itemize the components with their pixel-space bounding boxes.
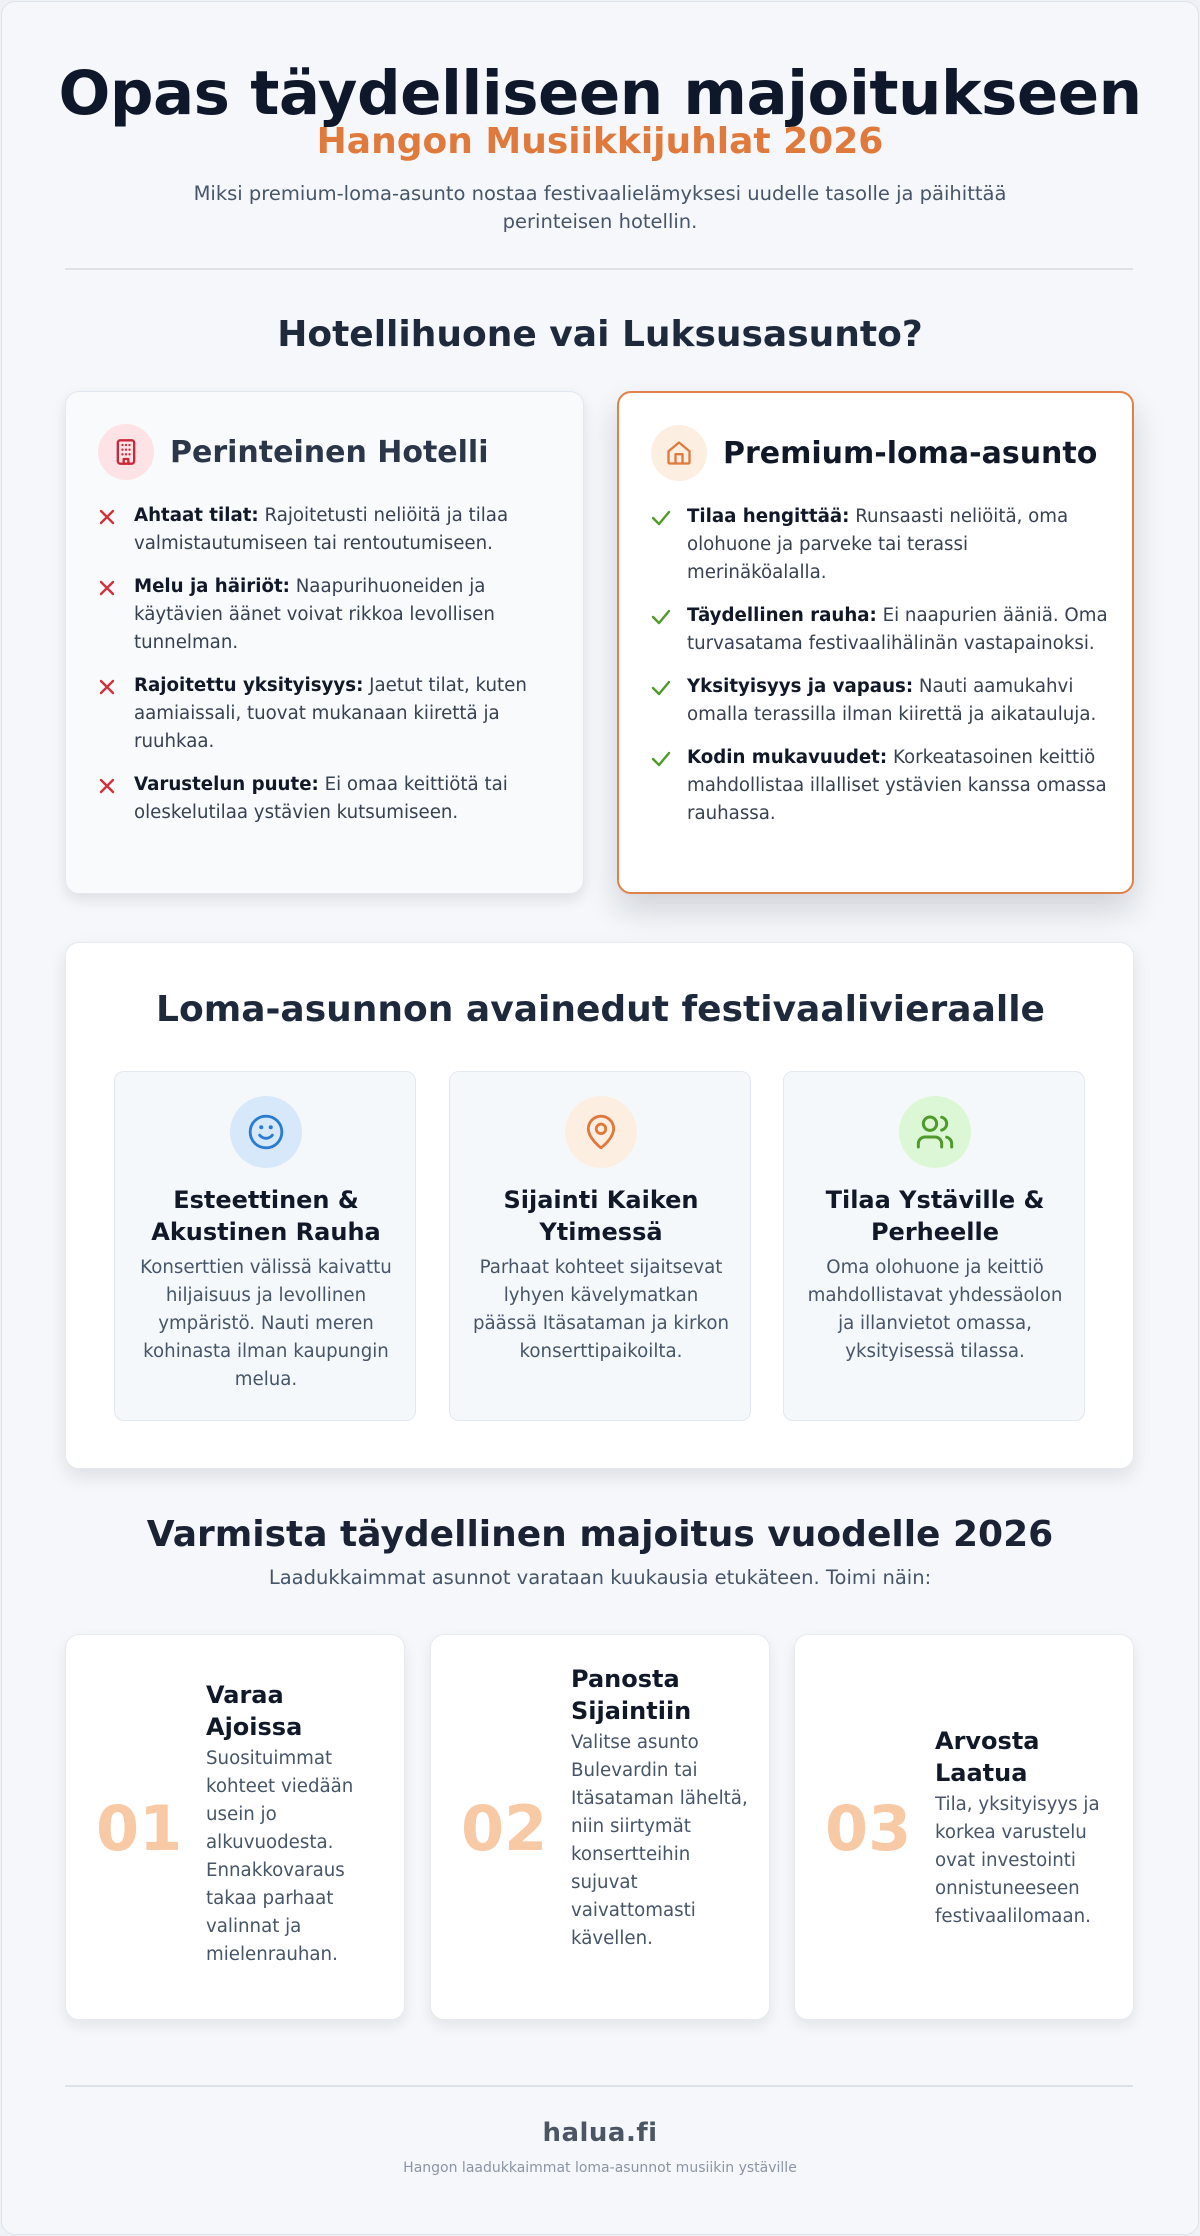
step-desc: Tila, yksityisyys ja korkea varustelu ovat investointi onnistuneeseen festivaalilomaan. bbox=[935, 1794, 1100, 1927]
hotel-card-title: Perinteinen Hotelli bbox=[170, 434, 489, 470]
item-text: Nauti aamukahvi omalla terassilla ilman kiirettä ja aikatauluja. bbox=[687, 676, 1097, 725]
hotel-list bbox=[98, 502, 558, 842]
footer-tagline: Hangon laadukkaimmat loma-asunnot musiikin ystäville bbox=[403, 2160, 797, 2176]
list-item bbox=[98, 573, 558, 657]
item-text: Runsaasti neliöitä, oma olohuone ja parveke tai terassi merinäköalalla. bbox=[687, 506, 1069, 583]
comparison-heading: Hotellihuone vai Luksusasunto? bbox=[277, 314, 923, 355]
check-icon bbox=[651, 602, 687, 630]
map-pin-icon bbox=[565, 1096, 637, 1168]
hotel-card bbox=[65, 391, 584, 894]
footer-divider bbox=[65, 2085, 1133, 2087]
list-item bbox=[651, 673, 1111, 729]
home-icon bbox=[651, 425, 707, 481]
steps-heading: Varmista täydellinen majoitus vuodelle 2026 bbox=[146, 1514, 1054, 1555]
item-text: Korkeatasoinen keittiö mahdollistaa illalliset ystävien kanssa omassa rauhassa. bbox=[687, 747, 1107, 824]
page-subtitle: Hangon Musiikkijuhlat 2026 bbox=[316, 121, 884, 162]
item-label: Varustelun puute: bbox=[134, 774, 319, 795]
intro-text: Miksi premium-loma-asunto nostaa festivaalielämyksesi uudelle tasolle ja päihittää perinteisen hotellin. bbox=[193, 182, 1007, 233]
step-card bbox=[794, 1634, 1134, 2020]
item-text: Jaetut tilat, kuten aamiaissali, tuovat mukanaan kiirettä ja ruuhkaa. bbox=[134, 675, 527, 752]
footer-brand[interactable]: halua.fi bbox=[542, 2118, 658, 2148]
benefit-card bbox=[783, 1071, 1085, 1421]
step-desc: Valitse asunto Bulevardin tai Itäsataman läheltä, niin siirtymät konsertteihin sujuvat vaivattomasti kävellen. bbox=[571, 1732, 748, 1949]
item-label: Kodin mukavuudet: bbox=[687, 747, 888, 768]
x-icon bbox=[98, 672, 134, 700]
item-label: Tilaa hengittää: bbox=[687, 506, 850, 527]
benefit-desc: Parhaat kohteet sijaitsevat lyhyen kävelymatkan päässä Itäsataman ja kirkon konserttipaikoilta. bbox=[472, 1257, 729, 1362]
item-label: Ahtaat tilat: bbox=[134, 505, 259, 526]
item-label: Melu ja häiriöt: bbox=[134, 576, 290, 597]
check-icon bbox=[651, 744, 687, 772]
building-icon bbox=[98, 424, 154, 480]
list-item bbox=[98, 502, 558, 558]
x-icon bbox=[98, 573, 134, 601]
list-item bbox=[651, 503, 1111, 587]
item-text: Ei naapurien ääniä. Oma turvasatama festivaalihälinän vastapainoksi. bbox=[687, 605, 1108, 654]
x-icon bbox=[98, 771, 134, 799]
benefit-card bbox=[449, 1071, 751, 1421]
list-item bbox=[98, 672, 558, 756]
step-number: 03 bbox=[825, 1791, 912, 1865]
step-card bbox=[430, 1634, 770, 2020]
benefits-heading: Loma-asunnon avainedut festivaalivieraalle bbox=[156, 989, 1045, 1030]
premium-list bbox=[651, 503, 1111, 843]
benefit-title: Sijainti Kaiken Ytimessä bbox=[503, 1186, 699, 1246]
step-desc: Suosituimmat kohteet viedään usein jo alkuvuodesta. Ennakkovaraus takaa parhaat valinnat ja mielenrauhan. bbox=[206, 1748, 354, 1965]
benefit-card bbox=[114, 1071, 416, 1421]
item-text: Rajoitetusti neliöitä ja tilaa valmistautumiseen tai rentoutumiseen. bbox=[134, 505, 509, 554]
step-number: 01 bbox=[96, 1791, 183, 1865]
benefits-section bbox=[65, 942, 1134, 1469]
x-icon bbox=[98, 502, 134, 530]
premium-card-title: Premium-loma-asunto bbox=[723, 435, 1098, 471]
smile-icon bbox=[230, 1096, 302, 1168]
list-item bbox=[651, 602, 1111, 658]
steps-subheading: Laadukkaimmat asunnot varataan kuukausia etukäteen. Toimi näin: bbox=[268, 1566, 932, 1589]
step-number: 02 bbox=[461, 1791, 548, 1865]
step-title: Panosta Sijaintiin bbox=[571, 1665, 692, 1725]
step-title: Arvosta Laatua bbox=[935, 1727, 1040, 1787]
premium-card bbox=[617, 391, 1134, 894]
item-label: Rajoitettu yksityisyys: bbox=[134, 675, 364, 696]
divider bbox=[65, 268, 1133, 270]
step-title: Varaa Ajoissa bbox=[206, 1681, 303, 1741]
item-text: Ei omaa keittiötä tai oleskelutilaa ystävien kutsumiseen. bbox=[134, 774, 508, 823]
list-item bbox=[98, 771, 558, 827]
benefit-title: Esteettinen & Akustinen Rauha bbox=[151, 1186, 381, 1246]
list-item bbox=[651, 744, 1111, 828]
benefit-desc: Konserttien välissä kaivattu hiljaisuus ja levollinen ympäristö. Nauti meren kohinasta ilman kaupungin melua. bbox=[140, 1257, 392, 1390]
check-icon bbox=[651, 673, 687, 701]
page-title: Opas täydelliseen majoitukseen bbox=[58, 58, 1142, 129]
benefit-desc: Oma olohuone ja keittiö mahdollistavat yhdessäolon ja illanvietot omassa, yksityisessä tilassa. bbox=[807, 1257, 1063, 1362]
check-icon bbox=[651, 503, 687, 531]
item-label: Yksityisyys ja vapaus: bbox=[687, 676, 914, 697]
step-card bbox=[65, 1634, 405, 2020]
item-label: Täydellinen rauha: bbox=[687, 605, 877, 626]
benefit-title: Tilaa Ystäville & Perheelle bbox=[825, 1186, 1045, 1246]
item-text: Naapurihuoneiden ja käytävien äänet voivat rikkoa levollisen tunnelman. bbox=[134, 576, 495, 653]
users-icon bbox=[899, 1096, 971, 1168]
